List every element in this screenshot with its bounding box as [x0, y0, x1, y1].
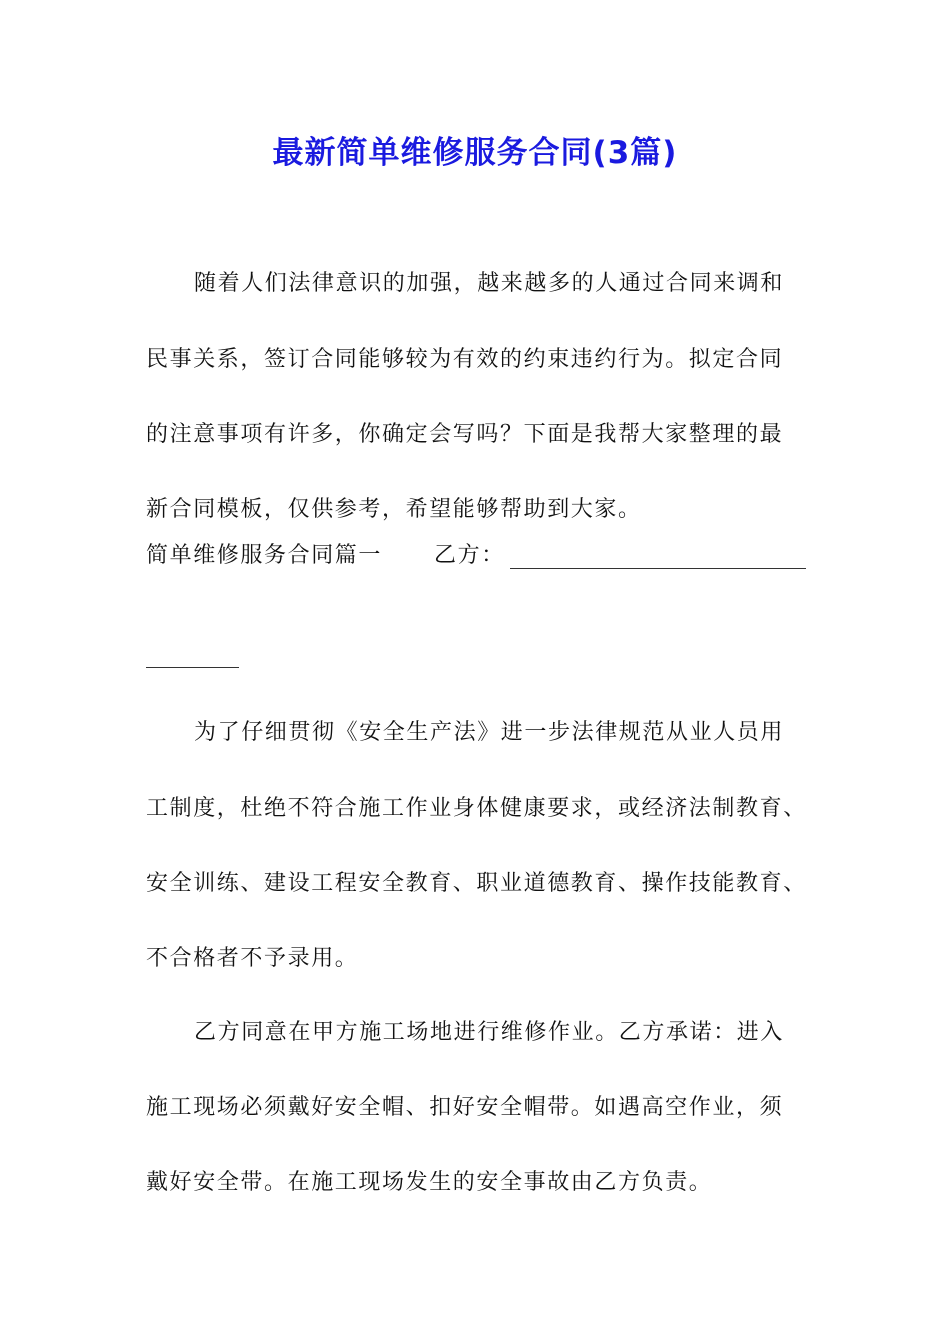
paragraph1-line-2: 工制度，杜绝不符合施工作业身体健康要求，或经济法制教育、 — [146, 796, 807, 821]
intro-line-2: 民事关系，签订合同能够较为有效的约束违约行为。拟定合同 — [146, 347, 784, 372]
party-b-label: 乙方： — [434, 543, 505, 568]
document-title: 最新简单维修服务合同(3篇) — [272, 135, 678, 171]
paragraph1-line-3: 安全训练、建设工程安全教育、职业道德教育、操作技能教育、 — [146, 871, 807, 896]
section-heading: 简单维修服务合同篇一 — [146, 543, 383, 568]
party-b-blank-line-continued[interactable] — [146, 667, 239, 668]
paragraph1-line-1: 为了仔细贯彻《安全生产法》进一步法律规范从业人员用 — [194, 720, 785, 745]
party-b-blank-line[interactable] — [510, 568, 806, 569]
paragraph2-line-3: 戴好安全带。在施工现场发生的安全事故由乙方负责。 — [146, 1170, 713, 1195]
section-heading-row — [146, 540, 505, 572]
intro-line-1: 随着人们法律意识的加强，越来越多的人通过合同来调和 — [194, 271, 785, 296]
paragraph1-line-4: 不合格者不予录用。 — [146, 946, 359, 971]
intro-line-3: 的注意事项有许多，你确定会写吗？下面是我帮大家整理的最 — [146, 422, 784, 447]
paragraph2-line-1: 乙方同意在甲方施工场地进行维修作业。乙方承诺：进入 — [194, 1020, 785, 1045]
paragraph2-line-2: 施工现场必须戴好安全帽、扣好安全帽带。如遇高空作业，须 — [146, 1095, 784, 1120]
intro-line-4: 新合同模板，仅供参考，希望能够帮助到大家。 — [146, 497, 642, 522]
